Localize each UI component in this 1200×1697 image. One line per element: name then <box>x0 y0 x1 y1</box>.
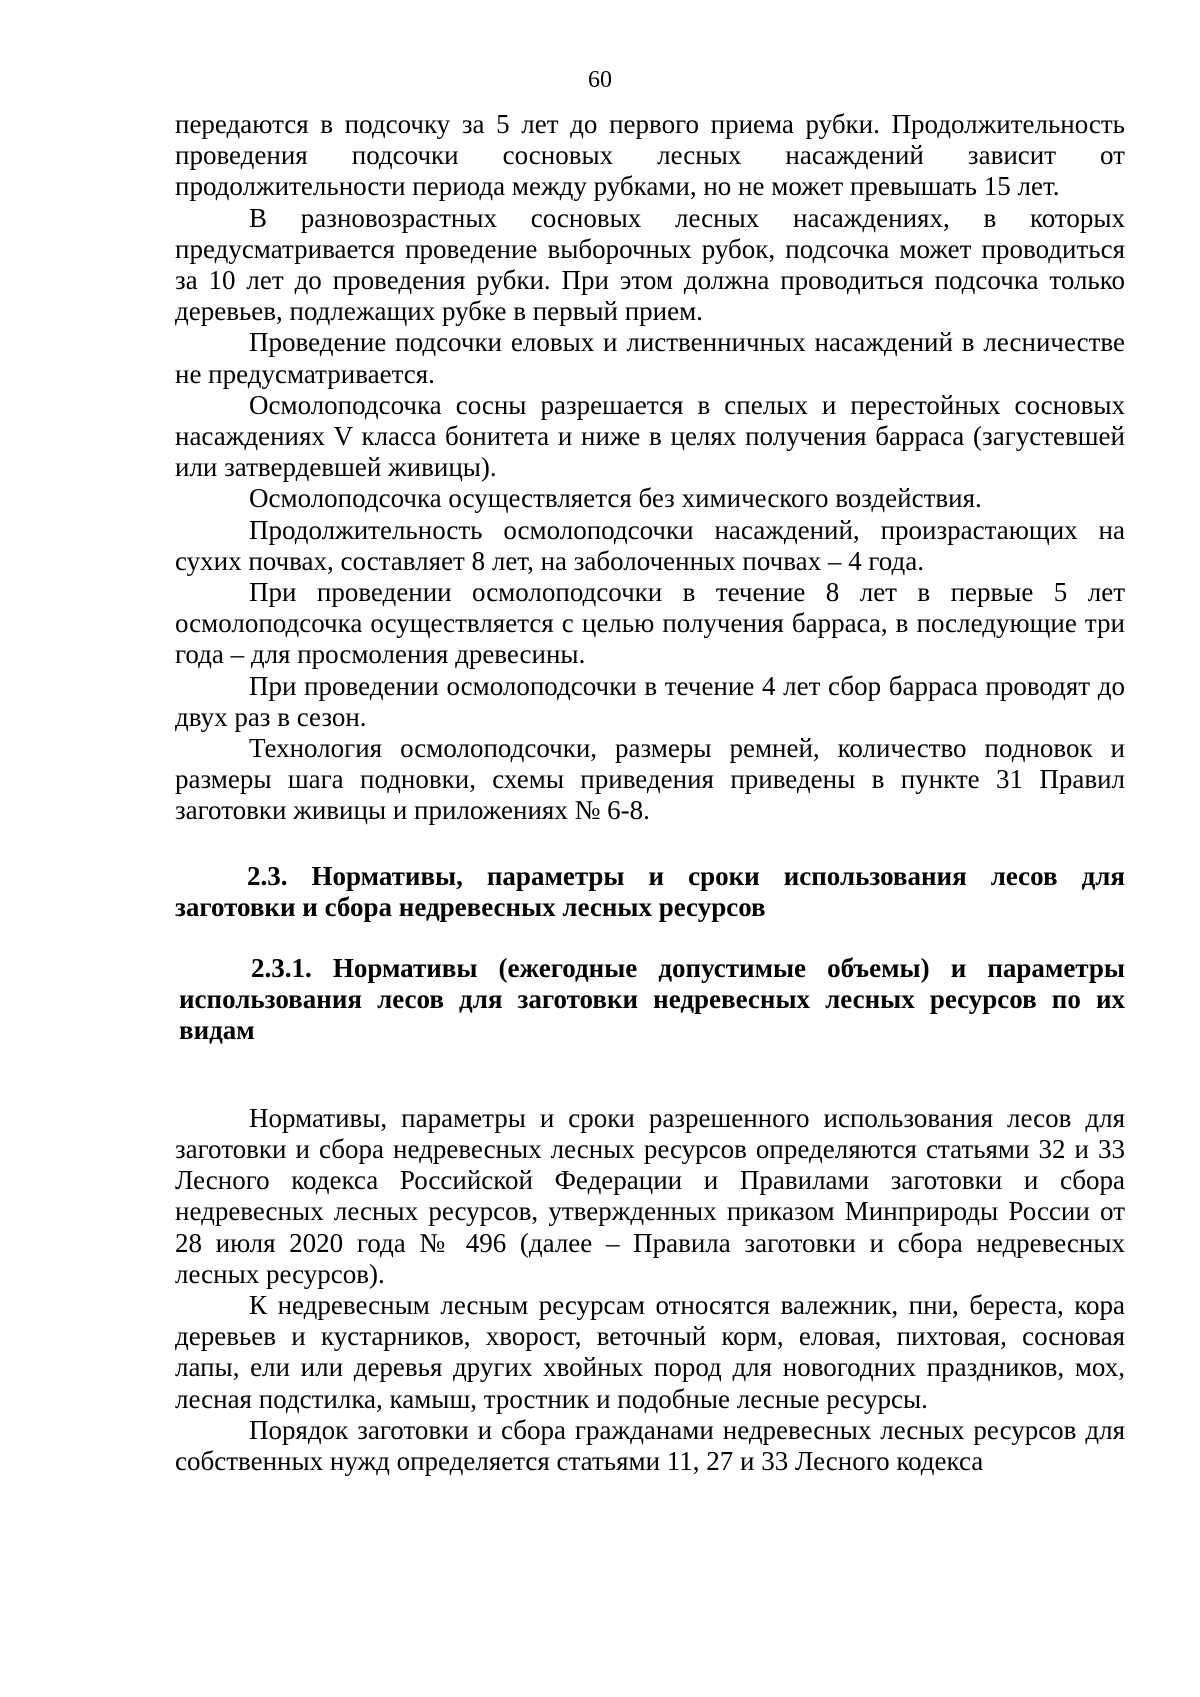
paragraph-spruce-larch: Проведение подсочки еловых и лиственничных насаждений в лесничестве не предусматривается. <box>175 327 1125 389</box>
paragraph-resource-list: К недревесным лесным ресурсам относятся валежник, пни, береста, кора деревьев и кустарников, хворост, веточный корм, еловая, пихтовая, сосновая лапы, ели или деревья других хвойных пород для новогодних праздников, мох, лесная подстилка, камыш, тростник и подобные лесные ресурсы. <box>175 1289 1125 1414</box>
paragraph-continuation: передаются в подсочку за 5 лет до первого приема рубки. Продолжительность проведения подсочки сосновых лесных насаждений зависит от продолжительности периода между рубками, но не может превышать 15 лет. <box>175 109 1125 202</box>
subsection-body <box>175 1103 1125 1477</box>
paragraph-citizens-order: Порядок заготовки и сбора гражданами недревесных лесных ресурсов для собственных нужд определяется статьями 11, 27 и 33 Лесного кодекса <box>175 1414 1125 1476</box>
paragraph-no-chemicals: Осмолоподсочка осуществляется без химического воздействия. <box>249 483 982 514</box>
paragraph-technology: Технология осмолоподсочки, размеры ремней, количество подновок и размеры шага подновки, схемы приведения приведены в пункте 31 Правил заготовки живицы и приложениях № 6-8. <box>175 733 1125 826</box>
paragraph-resin-tapping-permission: Осмолоподсочка сосны разрешается в спелых и перестойных сосновых насаждениях V класса бонитета и ниже в целях получения барраса (загустевшей или затвердевшей живицы). <box>175 389 1125 483</box>
paragraph-eight-years: При проведении осмолоподсочки в течение 8 лет в первые 5 лет осмолоподсочка осуществляется с целью получения барраса, в последующие три года – для просмоления древесины. <box>175 577 1125 670</box>
subsection-heading-2-3-1: 2.3.1. Нормативы (ежегодные допустимые объемы) и параметры использования лесов для заготовки недревесных лесных ресурсов по их видам <box>179 953 1125 1046</box>
section-heading-2-3: 2.3. Нормативы, параметры и сроки использования лесов для заготовки и сбора недревесных лесных ресурсов <box>175 860 1125 922</box>
document-body <box>175 109 1125 1477</box>
paragraph-duration: Продолжительность осмолоподсочки насаждений, произрастающих на сухих почвах, составляет 8 лет, на заболоченных почвах – 4 года. <box>175 514 1125 576</box>
page-number: 60 <box>588 67 612 93</box>
paragraph-four-years: При проведении осмолоподсочки в течение 4 лет сбор барраса проводят до двух раз в сезон. <box>175 670 1125 732</box>
paragraph-selective-cutting: В разновозрастных сосновых лесных насаждениях, в которых предусматривается проведение выборочных рубок, подсочка может проводиться за 10 лет до проведения рубки. При этом должна проводиться подсочка только деревьев, подлежащих рубке в первый прием. <box>175 202 1125 327</box>
paragraph-norms: Нормативы, параметры и сроки разрешенного использования лесов для заготовки и сбора недревесных лесных ресурсов определяются статьями 32 и 33 Лесного кодекса Российской Федерации и Правилами заготовки и сбора недревесных лесных ресурсов, утвержденных приказом Минприроды России от 28 июля 2020 года № 496 (далее – Правила заготовки и сбора недревесных лесных ресурсов). <box>175 1102 1125 1289</box>
